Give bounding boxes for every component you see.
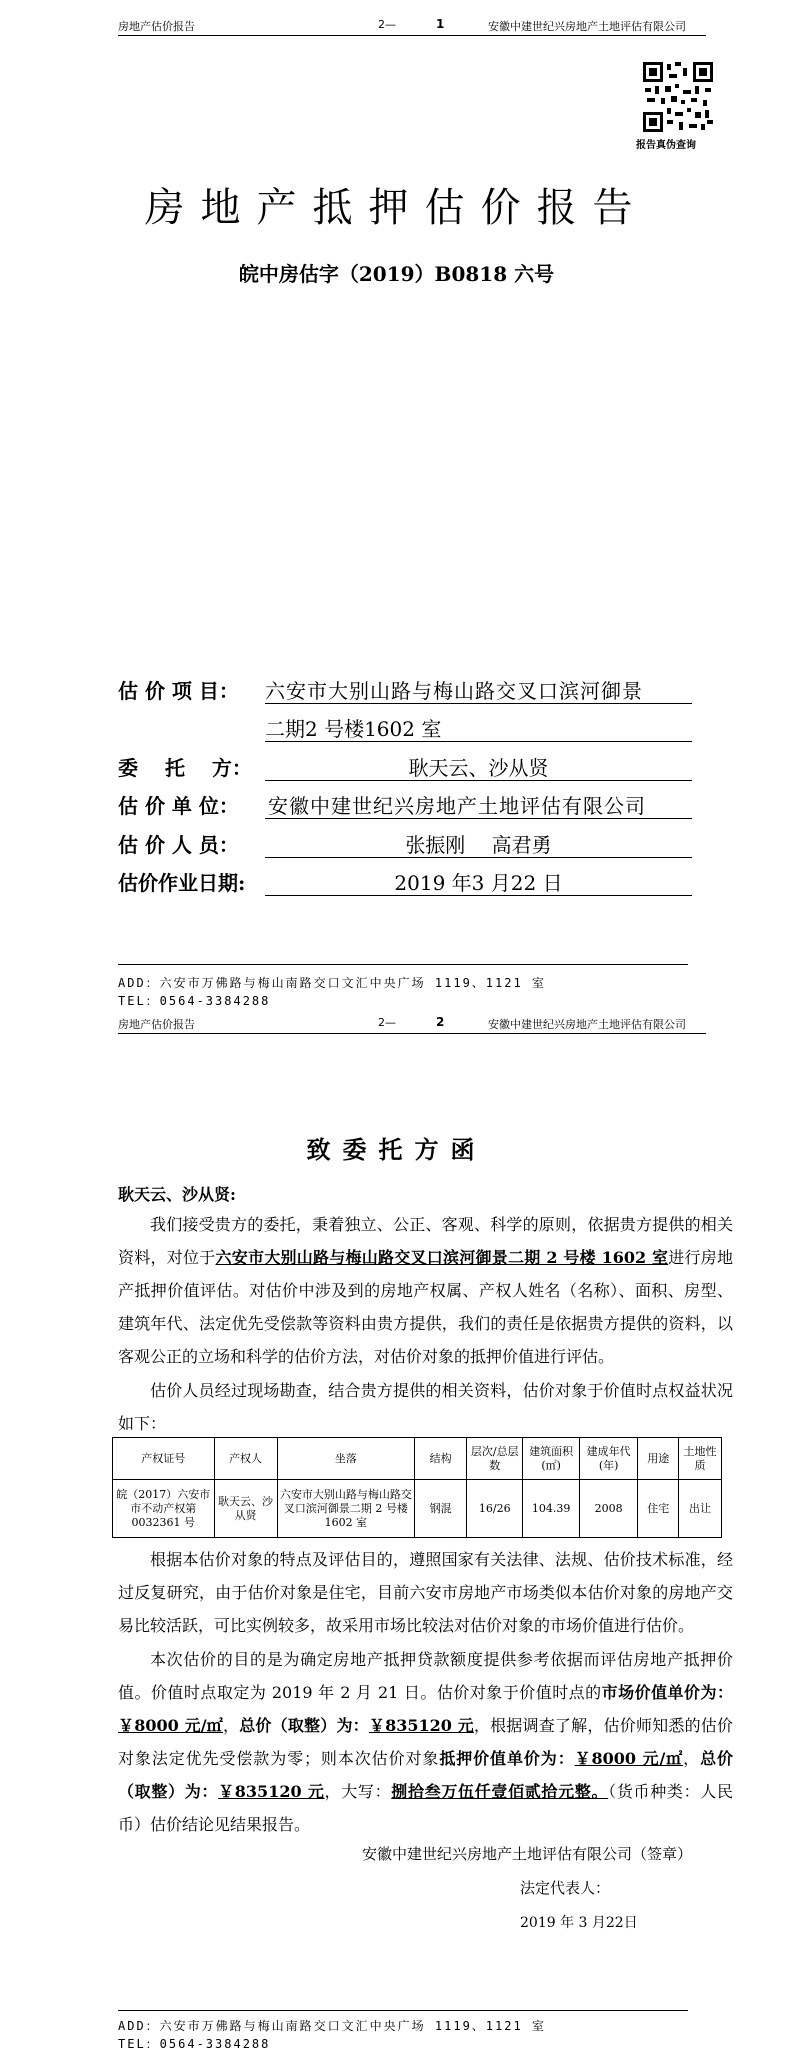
client-label: 委 托 方： xyxy=(118,756,252,780)
project-value-line1: 六安市大别山路与梅山路交叉口滨河御景 xyxy=(265,679,643,703)
conclusion-text-a: 本次估价的目的是为确定房地产抵押贷款额度提供参考依据而评估房地产抵押价值。价值时点取定为 2019 年 2 月 21 日。估价对象于价值时点的 xyxy=(118,1650,733,1702)
page2-header-rule xyxy=(118,1033,706,1034)
table-header-cell: 建筑面积(㎡) xyxy=(523,1438,579,1480)
table-header-cell: 层次/总层数 xyxy=(467,1438,523,1480)
appraiser-underline xyxy=(265,857,692,858)
mortgage-total-price-label: 总价（取整）为： xyxy=(118,1749,733,1801)
table-header-row xyxy=(113,1438,722,1480)
work-date-underline xyxy=(265,895,692,896)
table-header-cell: 用途 xyxy=(638,1438,679,1480)
appraiser-value: 张振刚 高君勇 xyxy=(405,833,552,857)
work-date-label: 估价作业日期: xyxy=(118,871,246,895)
page1-header-rule xyxy=(118,35,706,36)
page1-address: ADD：六安市万佛路与梅山南路交口文汇中央广场 1119、1121 室 xyxy=(118,976,546,990)
page1-footer-rule xyxy=(118,964,688,965)
qr-code-icon[interactable] xyxy=(643,62,713,132)
property-rights-table xyxy=(112,1437,722,1538)
table-header-cell: 建成年代(年) xyxy=(579,1438,638,1480)
qr-caption: 报告真伪查询 xyxy=(636,140,696,151)
document-number: 皖中房估字（2019）B0818 六号 xyxy=(238,262,555,286)
paragraph-commission xyxy=(118,1208,733,1373)
letter-title: 致委托方函 xyxy=(306,1135,487,1164)
page2-header-right: 安徽中建世纪兴房地产土地评估有限公司 xyxy=(488,1018,686,1031)
table-header-cell: 产权人 xyxy=(214,1438,277,1480)
table-cell-cert-no: 皖（2017）六安市市不动产权第0032361 号 xyxy=(113,1480,215,1538)
table-cell-location: 六安市大别山路与梅山路交叉口滨河御景二期 2 号楼1602 室 xyxy=(277,1480,415,1538)
client-underline xyxy=(265,780,692,781)
appraiser-label: 估 价 人 员： xyxy=(118,833,239,857)
signature-date: 2019 年 3 月22日 xyxy=(520,1915,638,1931)
currency-note: （货币种类：人民币） xyxy=(118,1782,733,1834)
signature-company: 安徽中建世纪兴房地产土地评估有限公司（签章） xyxy=(362,1845,693,1863)
property-location: 六安市大别山路与梅山路交叉口滨河御景二期 2 号楼 1602 室 xyxy=(215,1248,669,1267)
mortgage-total-price-value: ￥835120 元 xyxy=(218,1782,325,1801)
table-cell-floor: 16/26 xyxy=(467,1480,523,1538)
table-cell-owner: 耿天云、沙从贤 xyxy=(214,1480,277,1538)
project-underline-1 xyxy=(265,703,692,704)
page1-tel: TEL：0564-3384288 xyxy=(118,994,271,1008)
conclusion-text-d: ，大写： xyxy=(324,1782,392,1801)
page2-header-page-number: 2 xyxy=(436,1015,445,1029)
page2-address: ADD：六安市万佛路与梅山南路交口文汇中央广场 1119、1121 室 xyxy=(118,2019,546,2033)
project-label: 估 价 项 目： xyxy=(118,679,239,703)
page1-header-center: 2— xyxy=(378,18,396,31)
table-header-cell: 坐落 xyxy=(277,1438,415,1480)
client-value: 耿天云、沙从贤 xyxy=(408,756,549,780)
paragraph-commission-text-a: 我们接受贵方的委托，秉着独立、公正、客观、科学的原则，依据贵方提供的相关资料，对位于 xyxy=(118,1215,733,1267)
table-header-cell: 结构 xyxy=(415,1438,467,1480)
market-total-price-label: 总价（取整）为： xyxy=(239,1716,369,1735)
paragraph-see-results: 估价结论见结果报告。 xyxy=(150,1815,311,1834)
page2-tel: TEL：0564-3384288 xyxy=(118,2037,271,2051)
page2-footer-rule xyxy=(118,2010,688,2011)
table-header-cell: 产权证号 xyxy=(113,1438,215,1480)
market-unit-price-label: 市场价值单价为： xyxy=(601,1683,733,1702)
appraisal-unit-underline xyxy=(265,818,692,819)
project-underline-2 xyxy=(265,741,692,742)
paragraph-commission-text-b: 进行房地产抵押价值评估。对估价中涉及到的房地产权属、产权人姓名（名称）、面积、房型、建筑年代、法定优先受偿款等资料由贵方提供，我们的责任是依据贵方提供的资料，以客观公正的立场和科学的估价方法，对估价对象的抵押价值进行评估。 xyxy=(118,1248,733,1366)
market-total-price-value: ￥835120 元 xyxy=(368,1716,474,1735)
conclusion-separator-2: ， xyxy=(683,1749,701,1768)
table-cell-structure: 钢混 xyxy=(415,1480,467,1538)
paragraph-method: 根据本估价对象的特点及评估目的，遵照国家有关法律、法规、估价技术标准，经过反复研究，由于估价对象是住宅，目前六安市房地产市场类似本估价对象的房地产交易比较活跃，可比实例较多，故采用市场比较法对估价对象的市场价值进行估价。 xyxy=(118,1550,733,1635)
project-value-line2: 二期2 号楼1602 室 xyxy=(265,717,442,741)
page1-header-right: 安徽中建世纪兴房地产土地评估有限公司 xyxy=(488,20,686,33)
page2-header-center: 2— xyxy=(378,1016,396,1029)
mortgage-unit-price-value: ￥8000 元/㎡ xyxy=(574,1749,684,1768)
letter-salutation: 耿天云、沙从贤: xyxy=(118,1185,236,1204)
table-row xyxy=(113,1480,722,1538)
mortgage-unit-price-label: 抵押价值单价为： xyxy=(439,1749,575,1768)
conclusion-text-c: ，根据调查了解，估价师知悉的估价对象法定优先受偿款为零；则本次估价对象 xyxy=(118,1716,733,1768)
work-date-value: 2019 年3 月22 日 xyxy=(394,871,563,895)
table-cell-land: 出让 xyxy=(679,1480,722,1538)
table-header-cell: 土地性质 xyxy=(679,1438,722,1480)
table-cell-area: 104.39 xyxy=(523,1480,579,1538)
appraisal-unit-value: 安徽中建世纪兴房地产土地评估有限公司 xyxy=(268,794,646,818)
paragraph-survey: 估价人员经过现场勘查，结合贵方提供的相关资料，估价对象于价值时点权益状况如下： xyxy=(118,1381,733,1433)
appraisal-unit-label: 估 价 单 位： xyxy=(118,794,239,818)
page1-header-page-number: 1 xyxy=(436,17,445,31)
conclusion-separator-1: ， xyxy=(222,1716,240,1735)
table-cell-use: 住宅 xyxy=(638,1480,679,1538)
report-title: 房地产抵押估价报告 xyxy=(144,185,649,231)
signature-legal-representative: 法定代表人： xyxy=(520,1879,611,1897)
market-unit-price-value: ￥8000 元/㎡ xyxy=(118,1716,223,1735)
page2-header-left: 房地产估价报告 xyxy=(118,1018,195,1031)
table-cell-year: 2008 xyxy=(579,1480,638,1538)
page1-header-left: 房地产估价报告 xyxy=(118,20,195,33)
amount-in-words: 捌拾叁万伍仟壹佰贰拾元整。 xyxy=(391,1782,609,1801)
